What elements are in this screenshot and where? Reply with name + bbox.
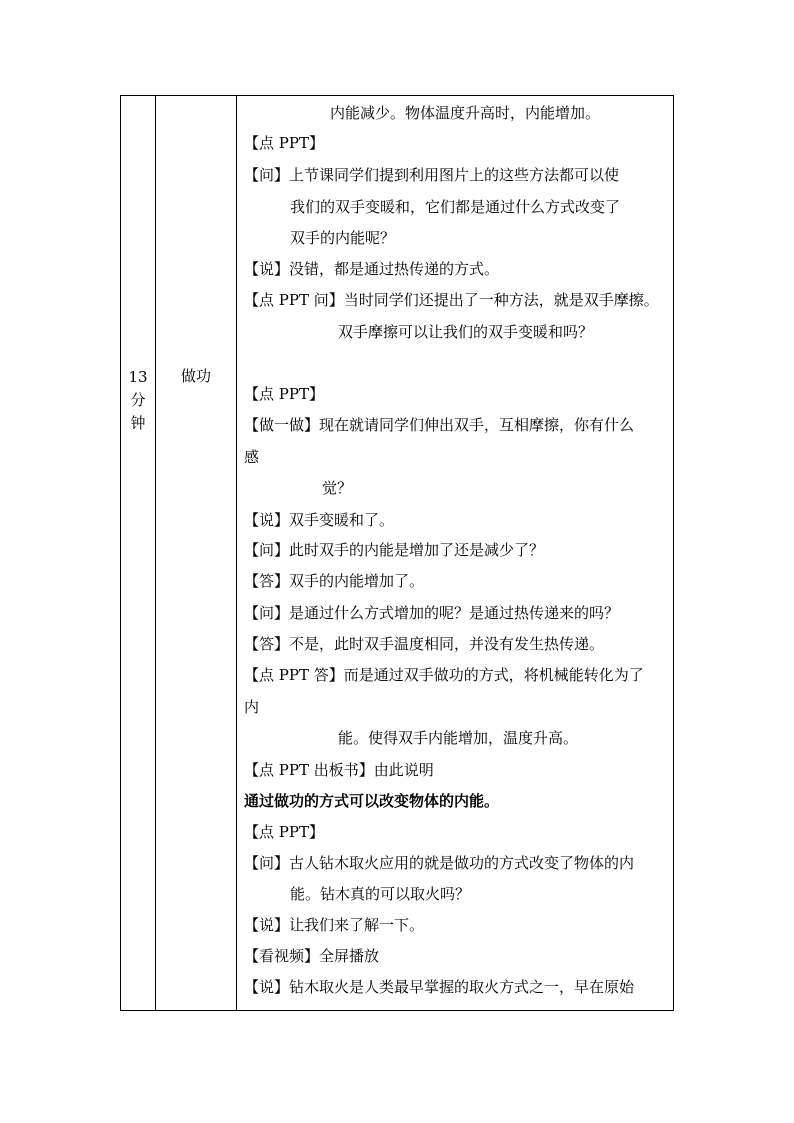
content-line: 感 xyxy=(244,448,260,466)
content-line: 【问】上节课同学们提到利用图片上的这些方法都可以使 xyxy=(244,166,620,184)
content-line: 【说】让我们来了解一下。 xyxy=(244,916,425,934)
content-line: 【说】双手变暖和了。 xyxy=(244,511,395,529)
content-line: 【问】此时双手的内能是增加了还是减少了？ xyxy=(244,541,545,559)
column-divider xyxy=(236,96,237,1010)
content-line: 双手的内能呢？ xyxy=(290,229,396,247)
content-line: 【做一做】现在就请同学们伸出双手，互相摩擦，你有什么 xyxy=(244,416,635,434)
time-cell xyxy=(121,96,155,1010)
content-line: 【问】古人钻木取火应用的就是做功的方式改变了物体的内 xyxy=(244,854,635,872)
content-line: 【点 PPT】 xyxy=(244,823,324,841)
content-line: 【说】没错，都是通过热传递的方式。 xyxy=(244,260,500,278)
topic-text: 做功 xyxy=(180,367,211,385)
content-line: 【说】钻木取火是人类最早掌握的取火方式之一，早在原始 xyxy=(244,978,635,996)
topic-cell xyxy=(156,96,236,1010)
content-line: 【看视频】全屏播放 xyxy=(244,947,380,965)
content-line: 内能减少。物体温度升高时，内能增加。 xyxy=(330,104,601,122)
content-line: 【点 PPT 答】而是通过双手做功的方式，将机械能转化为了 xyxy=(244,666,644,684)
content-line: 内 xyxy=(244,698,260,716)
content-line: 觉？ xyxy=(322,479,353,497)
content-line: 能。使得双手内能增加，温度升高。 xyxy=(338,729,579,747)
lesson-table xyxy=(120,95,674,1011)
content-line: 【点 PPT】 xyxy=(244,134,324,152)
content-line: 【问】是通过什么方式增加的呢？是通过热传递来的吗？ xyxy=(244,604,620,622)
content-line: 【点 PPT】 xyxy=(244,385,324,403)
time-text: 13 分 钟 xyxy=(128,368,148,432)
content-line: 【点 PPT 出板书】由此说明 xyxy=(244,761,434,779)
content-line: 【点 PPT 问】当时同学们还提出了一种方法，就是双手摩擦。 xyxy=(244,291,659,309)
content-line: 双手摩擦可以让我们的双手变暖和吗？ xyxy=(338,323,594,341)
content-line-bold: 通过做功的方式可以改变物体的内能。 xyxy=(244,792,500,810)
content-line: 我们的双手变暖和，它们都是通过什么方式改变了 xyxy=(290,198,621,216)
content-line: 【答】双手的内能增加了。 xyxy=(244,572,425,590)
content-line: 能。钻木真的可以取火吗？ xyxy=(290,885,471,903)
content-line: 【答】不是，此时双手温度相同，并没有发生热传递。 xyxy=(244,635,605,653)
